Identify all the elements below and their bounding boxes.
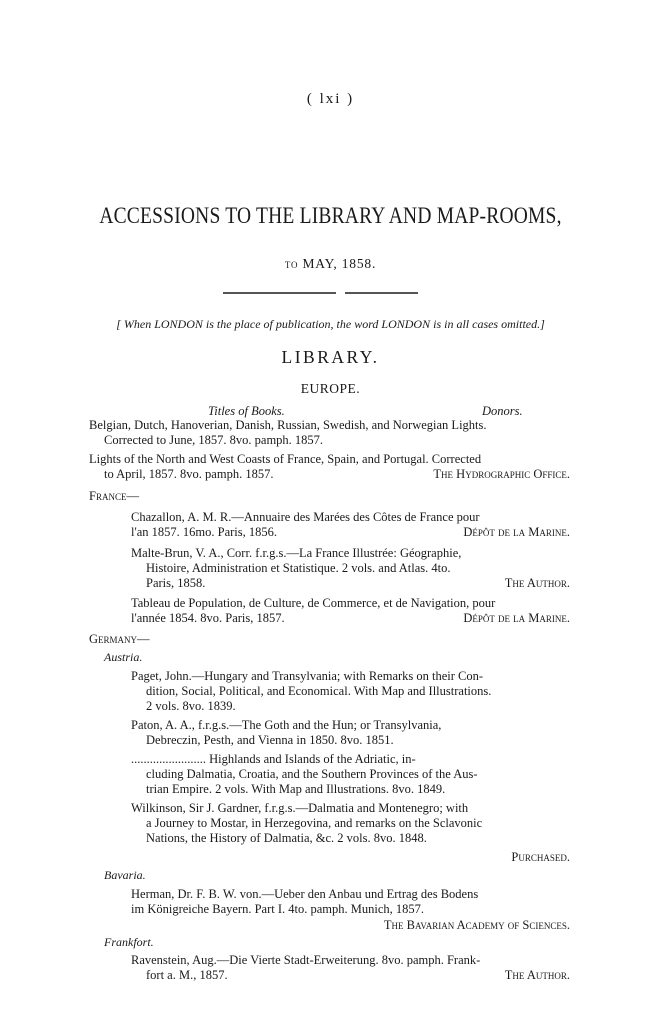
divider-rule: [345, 292, 418, 294]
page-number: ( lxi ): [306, 91, 355, 107]
entry-line: l'an 1857. 16mo. Paris, 1856.: [131, 525, 277, 539]
entry-line: Paget, John.—Hungary and Transylvania; with Remarks on their Con-: [131, 669, 484, 683]
entry-line: Paris, 1858.: [146, 576, 206, 590]
region-subheading: Frankfort.: [104, 935, 154, 949]
entry-line: a Journey to Mostar, in Herzegovina, and remarks on the Sclavonic: [146, 816, 483, 830]
entry-line: Belgian, Dutch, Hanoverian, Danish, Russian, Swedish, and Norwegian Lights.: [89, 418, 487, 432]
divider-rule: [223, 292, 336, 294]
entry-line: Nations, the History of Dalmatia, &c. 2 vols. 8vo. 1848.: [146, 831, 427, 845]
entry-donor: Dépôt de la Marine.: [463, 525, 570, 539]
country-heading: France—: [89, 489, 139, 503]
entry-donor: Dépôt de la Marine.: [463, 611, 570, 625]
region-subheading: Austria.: [104, 650, 143, 664]
entry-line: l'année 1854. 8vo. Paris, 1857.: [131, 611, 285, 625]
entry-line: trian Empire. 2 vols. With Map and Illustrations. 8vo. 1849.: [146, 782, 446, 796]
entry-donor: Purchased.: [511, 850, 570, 864]
column-header-donors: Donors.: [482, 404, 523, 418]
page-title: ACCESSIONS TO THE LIBRARY AND MAP-ROOMS,: [99, 204, 562, 229]
entry-line: dition, Social, Political, and Economical. With Map and Illustrations.: [146, 684, 492, 698]
entry-line: to April, 1857. 8vo. pamph. 1857.: [104, 467, 274, 481]
entry-donor: The Bavarian Academy of Sciences.: [383, 918, 570, 932]
entry-line: Corrected to June, 1857. 8vo. pamph. 1857.: [104, 433, 324, 447]
entry-line: Tableau de Population, de Culture, de Commerce, et de Navigation, pour: [131, 596, 496, 610]
region-subheading: Bavaria.: [104, 868, 146, 882]
entry-line: cluding Dalmatia, Croatia, and the Southern Provinces of the Aus-: [146, 767, 478, 781]
entry-line: Malte-Brun, V. A., Corr. f.r.g.s.—La France Illustrée: Géographie,: [131, 546, 462, 560]
column-header-titles: Titles of Books.: [208, 404, 285, 418]
entry-line: Histoire, Administration et Statistique. 2 vols. and Atlas. 4to.: [146, 561, 451, 575]
entry-line: Chazallon, A. M. R.—Annuaire des Marées des Côtes de France pour: [131, 510, 480, 524]
page-subtitle: to MAY, 1858.: [284, 256, 377, 271]
entry-line: Paton, A. A., f.r.g.s.—The Goth and the Hun; or Transylvania,: [131, 718, 442, 732]
country-heading: Germany—: [89, 632, 150, 646]
entry-line: ........................ Highlands and Islands of the Adriatic, in-: [131, 752, 416, 766]
entry-donor: The Author.: [504, 576, 570, 590]
entry-line: 2 vols. 8vo. 1839.: [146, 699, 236, 713]
entry-donor: The Author.: [504, 968, 570, 982]
entry-line: im Königreiche Bayern. Part I. 4to. pamph. Munich, 1857.: [131, 902, 424, 916]
entry-line: Lights of the North and West Coasts of France, Spain, and Portugal. Corrected: [89, 452, 482, 466]
section-heading: LIBRARY.: [281, 347, 380, 367]
publication-note: [ When LONDON is the place of publication, the word LONDON is in all cases omitted.]: [116, 317, 545, 331]
entry-line: Herman, Dr. F. B. W. von.—Ueber den Anbau und Ertrag des Bodens: [131, 887, 479, 901]
region-heading: EUROPE.: [300, 381, 361, 396]
entry-donor: The Hydrographic Office.: [433, 467, 570, 481]
entry-line: fort a. M., 1857.: [146, 968, 228, 982]
entry-line: Debreczin, Pesth, and Vienna in 1850. 8vo. 1851.: [146, 733, 394, 747]
entry-line: Ravenstein, Aug.—Die Vierte Stadt-Erweiterung. 8vo. pamph. Frank-: [131, 953, 481, 967]
entry-line: Wilkinson, Sir J. Gardner, f.r.g.s.—Dalmatia and Montenegro; with: [131, 801, 469, 815]
